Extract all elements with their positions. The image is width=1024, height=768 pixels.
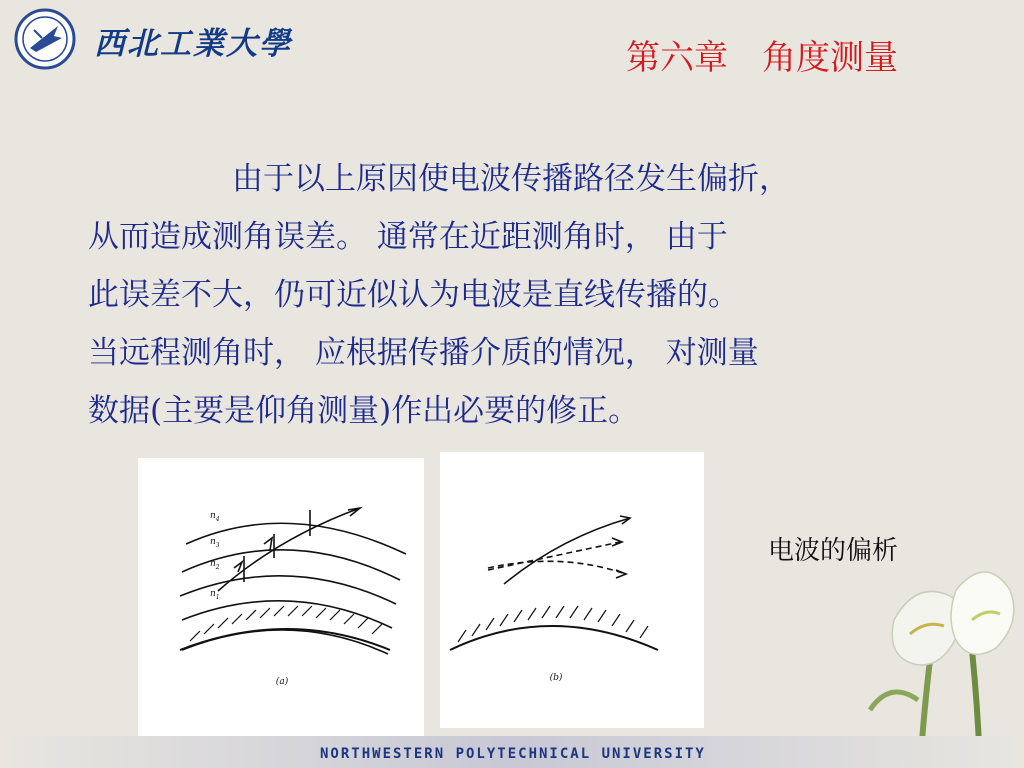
figure-a-caption-close: ) [284,677,289,687]
svg-text:n4 [210,511,220,523]
body-line: 由于以上原因使电波传播路径发生偏折， [232,161,790,197]
figure-b-caption-close: ) [558,673,563,683]
figure-a-caption-letter: a [279,677,285,687]
body-line: 当远程测角时， 应根据传播介质的情况， 对测量 [88,335,759,371]
layer-subscript: 4 [215,516,220,523]
figure-caption: 电波的偏析 [768,536,899,566]
figure-b [440,452,704,728]
refraction-diagram-a [138,458,424,736]
svg-text:n3 [210,537,220,549]
svg-text:(a) [276,676,289,687]
university-seal-icon [14,8,76,70]
layer-label: n [210,559,216,569]
layer-label: n [210,589,216,599]
body-line: 此误差不大，仍可近似认为电波是直线传播的。 [88,277,739,313]
refraction-diagram-b [440,452,704,728]
layer-label: n [210,537,216,547]
figure-b-caption-letter: b [553,673,559,683]
page-title: 第六章 角度测量 [626,38,898,78]
svg-text:n2 [210,559,220,571]
body-line: 从而造成测角误差。 通常在近距测角时， 由于 [88,219,728,255]
figure-a-caption-open: ( [275,677,280,687]
body-paragraph [88,150,948,440]
layer-label: n [210,511,216,521]
layer-subscript: 3 [215,542,220,549]
figure-a [138,458,424,736]
svg-text:(b) [550,672,563,683]
layer-subscript: 2 [215,564,220,571]
body-line: 数据(主要是仰角测量)作出必要的修正。 [88,393,640,429]
figure-b-caption-open: ( [549,673,554,683]
layer-subscript: 1 [215,594,220,601]
university-name: 西北工業大學 [94,26,292,62]
footer-university-name: NORTHWESTERN POLYTECHNICAL UNIVERSITY [320,746,706,762]
